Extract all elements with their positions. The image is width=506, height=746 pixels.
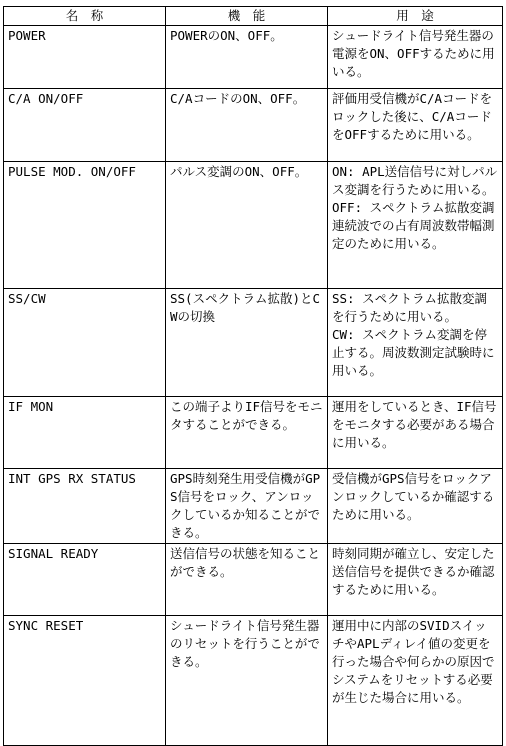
usage-line: 評価用受信機がC/Aコードをロックした後に、C/AコードをOFFするために用いる。 xyxy=(332,91,493,142)
cell-name: SS/CW xyxy=(4,289,166,397)
cell-name: INT GPS RX STATUS xyxy=(4,469,166,544)
cell-usage xyxy=(328,162,503,289)
cell-function: C/AコードのON、OFF。 xyxy=(166,89,328,162)
cell-function: POWERのON、OFF。 xyxy=(166,26,328,89)
cell-function: 送信信号の状態を知ることができる。 xyxy=(166,544,328,616)
usage-line: SS: スペクトラム拡散変調を行うために用いる。 xyxy=(332,291,487,324)
cell-name: POWER xyxy=(4,26,166,89)
cell-usage xyxy=(328,616,503,746)
header-row xyxy=(4,7,503,26)
usage-line: 運用中に内部のSVIDスイッチやAPLディレイ値の変更を行った場合や何らかの原因でシステムをリセットする必要が生じた場合に用いる。 xyxy=(332,618,495,705)
table-row xyxy=(4,162,503,289)
usage-line: OFF: スペクトラム拡散変調連続波での占有周波数帯幅測定のために用いる。 xyxy=(332,200,495,251)
table-row xyxy=(4,89,503,162)
table-row xyxy=(4,289,503,397)
cell-name: IF MON xyxy=(4,397,166,469)
spec-table xyxy=(3,6,503,746)
usage-line: 運用をしているとき、IF信号をモニタする必要がある場合に用いる。 xyxy=(332,399,497,450)
cell-function: SS(スペクトラム拡散)とCWの切換 xyxy=(166,289,328,397)
cell-usage xyxy=(328,289,503,397)
header-usage: 用 途 xyxy=(328,7,503,26)
cell-usage xyxy=(328,469,503,544)
cell-usage xyxy=(328,89,503,162)
cell-name: SIGNAL READY xyxy=(4,544,166,616)
usage-line: ON: APL送信信号に対しパルス変調を行うために用いる。 xyxy=(332,164,498,197)
table-row xyxy=(4,616,503,746)
cell-function: この端子よりIF信号をモニタすることができる。 xyxy=(166,397,328,469)
header-name: 名 称 xyxy=(4,7,166,26)
cell-usage xyxy=(328,397,503,469)
cell-name: SYNC RESET xyxy=(4,616,166,746)
usage-line: CW: スペクトラム変調を停止する。周波数測定試験時に用いる。 xyxy=(332,327,495,378)
table-row xyxy=(4,544,503,616)
cell-function: GPS時刻発生用受信機がGPS信号をロック、アンロックしているか知ることができる。 xyxy=(166,469,328,544)
cell-usage xyxy=(328,544,503,616)
usage-line: 時刻同期が確立し、安定した送信信号を提供できるか確認するために用いる。 xyxy=(332,546,495,597)
cell-usage xyxy=(328,26,503,89)
table-row xyxy=(4,397,503,469)
usage-line: シュードライト信号発生器の電源をON、OFFするために用いる。 xyxy=(332,28,495,79)
header-function: 機 能 xyxy=(166,7,328,26)
cell-name: C/A ON/OFF xyxy=(4,89,166,162)
usage-line: 受信機がGPS信号をロックアンロックしているか確認するために用いる。 xyxy=(332,471,495,522)
cell-function: パルス変調のON、OFF。 xyxy=(166,162,328,289)
cell-name: PULSE MOD. ON/OFF xyxy=(4,162,166,289)
cell-function: シュードライト信号発生器のリセットを行うことができる。 xyxy=(166,616,328,746)
table-row xyxy=(4,469,503,544)
table-row xyxy=(4,26,503,89)
